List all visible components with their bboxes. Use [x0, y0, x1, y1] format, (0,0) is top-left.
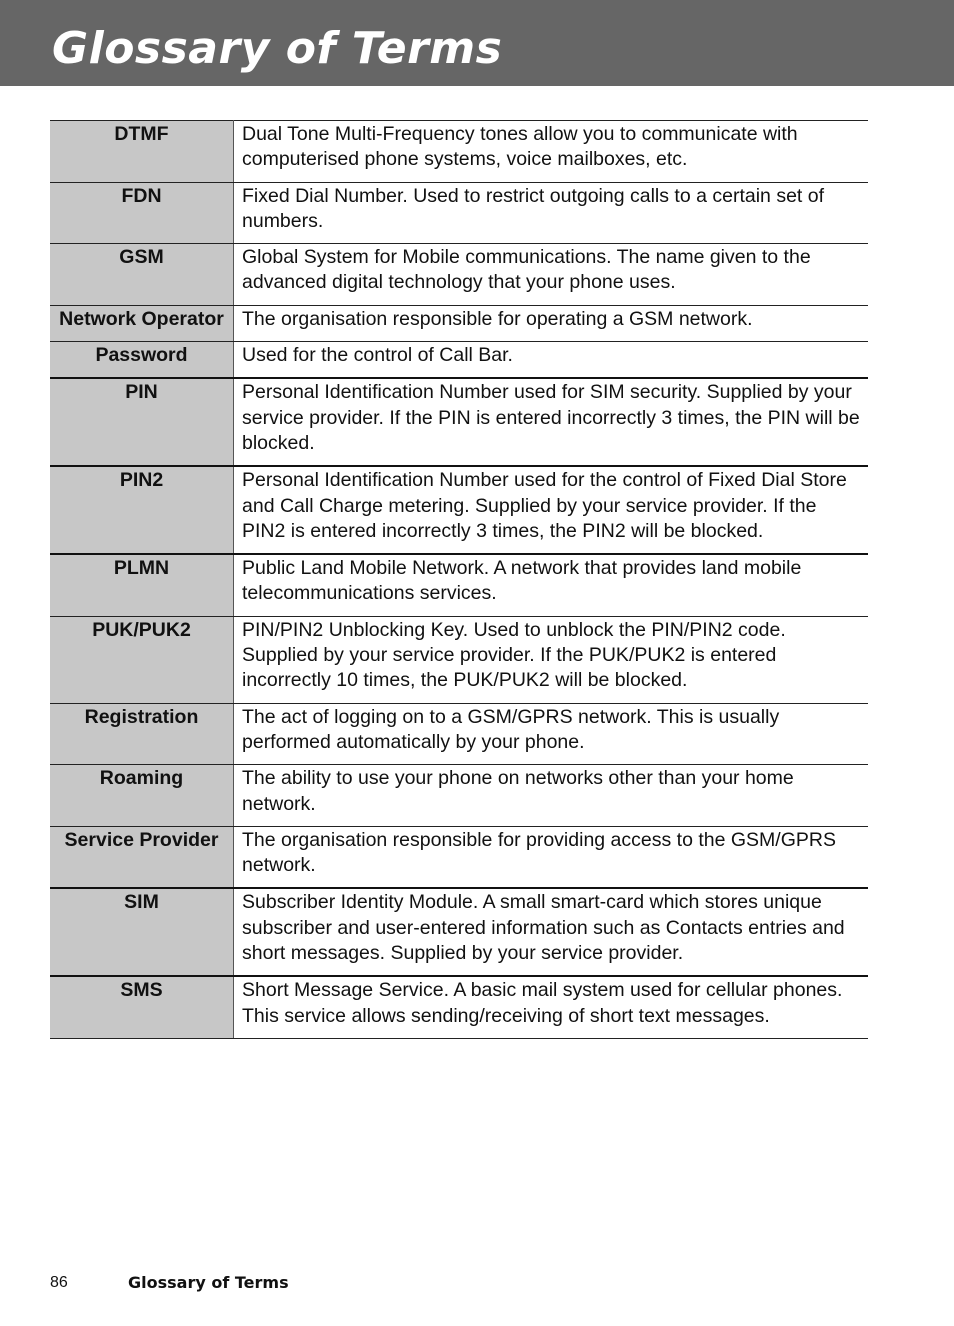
glossary-term: Roaming	[50, 765, 234, 827]
glossary-definition: Fixed Dial Number. Used to restrict outgoing calls to a certain set of numbers.	[234, 182, 869, 244]
page-title: Glossary of Terms	[52, 23, 503, 74]
glossary-row	[50, 305, 868, 341]
glossary-term: PUK/PUK2	[50, 616, 234, 703]
glossary-definition: Personal Identification Number used for SIM security. Supplied by your service provider. If the PIN is entered incorrectly 3 times, the PIN will be blocked.	[234, 378, 869, 466]
glossary-definition: The ability to use your phone on networks other than your home network.	[234, 765, 869, 827]
glossary-definition: The organisation responsible for operating a GSM network.	[234, 305, 869, 341]
glossary-row	[50, 342, 868, 379]
glossary-row	[50, 765, 868, 827]
glossary-row	[50, 888, 868, 976]
glossary-definition: Used for the control of Call Bar.	[234, 342, 869, 379]
glossary-definition: The act of logging on to a GSM/GPRS network. This is usually performed automatically by your phone.	[234, 703, 869, 765]
glossary-row	[50, 976, 868, 1038]
glossary-row	[50, 121, 868, 183]
glossary-row	[50, 378, 868, 466]
title-bar	[0, 0, 954, 86]
glossary-term: SIM	[50, 888, 234, 976]
glossary-table	[50, 120, 868, 1039]
glossary-definition: Personal Identification Number used for the control of Fixed Dial Store and Call Charge metering. Supplied by your service provider. If the PIN2 is entered incorrectly 3 times, the PIN2 will be blocked.	[234, 466, 869, 554]
glossary-definition: Public Land Mobile Network. A network that provides land mobile telecommunications services.	[234, 554, 869, 616]
glossary-term: Service Provider	[50, 826, 234, 888]
glossary-row	[50, 703, 868, 765]
glossary-term: Network Operator	[50, 305, 234, 341]
glossary-definition: Short Message Service. A basic mail system used for cellular phones. This service allows sending/receiving of short text messages.	[234, 976, 869, 1038]
glossary-term: Registration	[50, 703, 234, 765]
glossary-term: PIN	[50, 378, 234, 466]
glossary-row	[50, 826, 868, 888]
glossary-term: PIN2	[50, 466, 234, 554]
glossary-term: FDN	[50, 182, 234, 244]
glossary-term: PLMN	[50, 554, 234, 616]
glossary-definition: Dual Tone Multi-Frequency tones allow you to communicate with computerised phone systems, voice mailboxes, etc.	[234, 121, 869, 183]
glossary-definition: Global System for Mobile communications. The name given to the advanced digital technology that your phone uses.	[234, 244, 869, 306]
glossary-row	[50, 182, 868, 244]
glossary-term: GSM	[50, 244, 234, 306]
glossary-definition: The organisation responsible for providing access to the GSM/GPRS network.	[234, 826, 869, 888]
glossary-term: DTMF	[50, 121, 234, 183]
glossary-row	[50, 466, 868, 554]
glossary-row	[50, 244, 868, 306]
footer-section-title: Glossary of Terms	[128, 1273, 289, 1292]
glossary-row	[50, 554, 868, 616]
page-number: 86	[50, 1274, 68, 1291]
glossary-definition: Subscriber Identity Module. A small smart-card which stores unique subscriber and user-entered information such as Contacts entries and short messages. Supplied by your service provider.	[234, 888, 869, 976]
glossary-row	[50, 616, 868, 703]
glossary-definition: PIN/PIN2 Unblocking Key. Used to unblock the PIN/PIN2 code. Supplied by your service provider. If the PUK/PUK2 is entered incorrectly 10 times, the PUK/PUK2 will be blocked.	[234, 616, 869, 703]
glossary-term: SMS	[50, 976, 234, 1038]
glossary-term: Password	[50, 342, 234, 379]
